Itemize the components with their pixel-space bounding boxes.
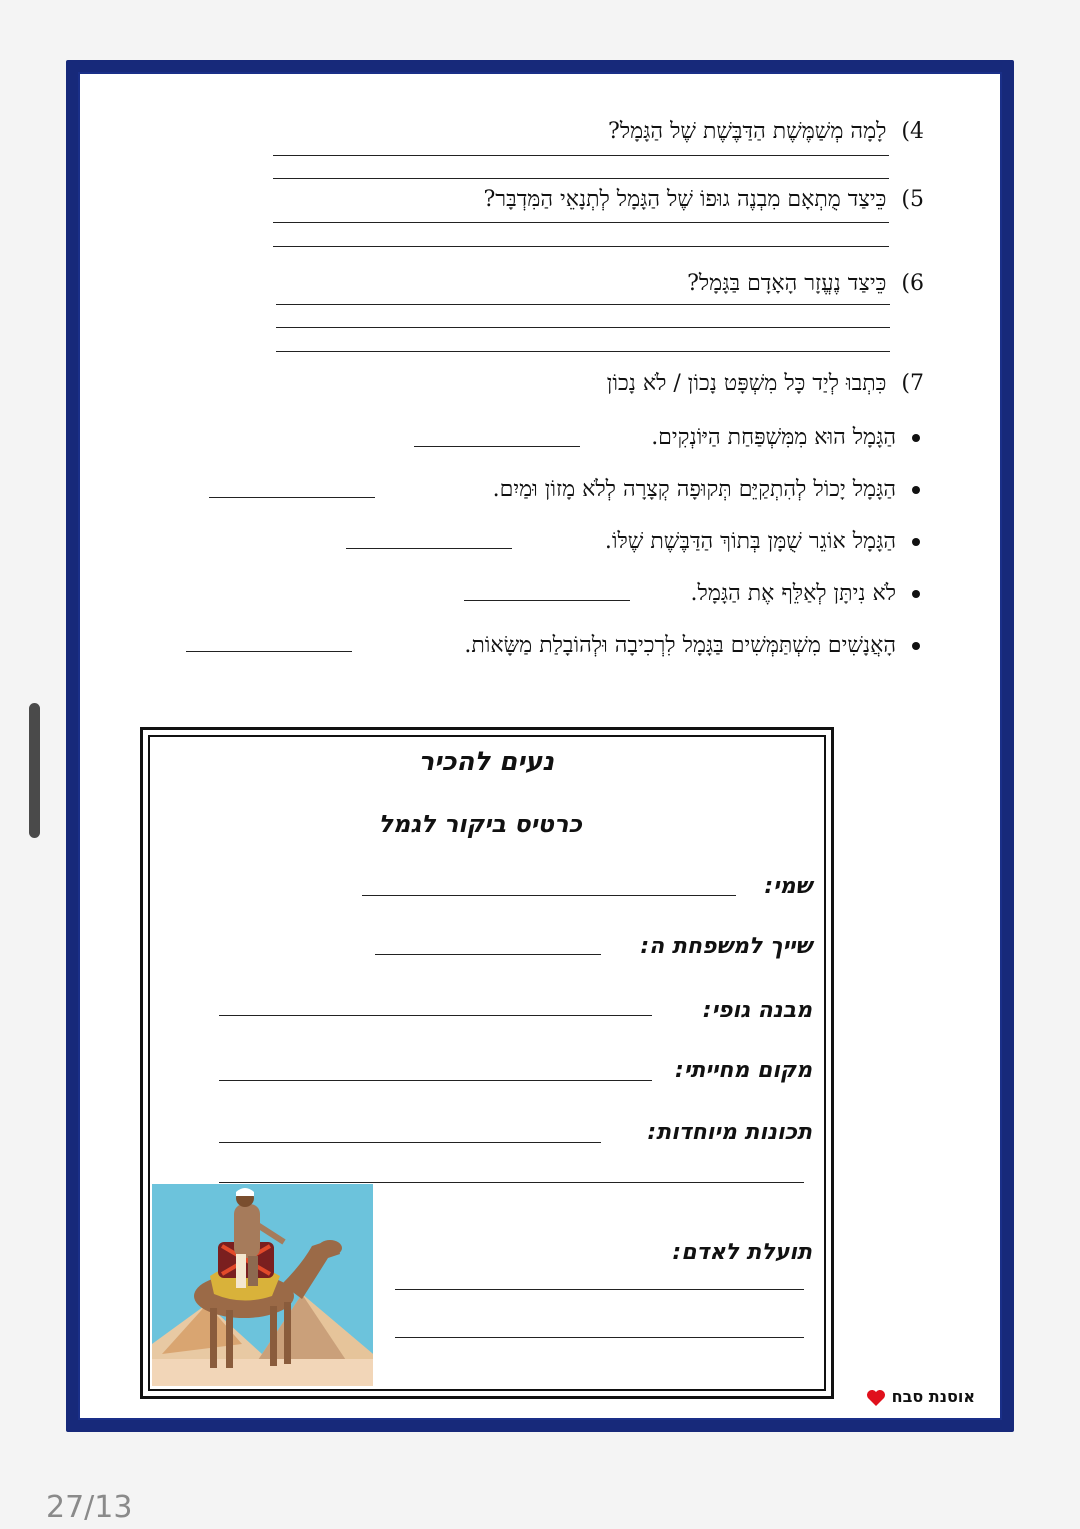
statement-text: הַגָּמָל יָכוֹל לְהִתְקַיֵּם תְּקוּפָה קְצָרָה לְלֹא מָזוֹן וּמַיִם. [492, 477, 896, 502]
true-false-blank[interactable] [209, 497, 375, 498]
field-family-line[interactable] [375, 954, 601, 955]
heart-icon [866, 1389, 886, 1407]
statement-item [691, 580, 920, 606]
camel-rider-illustration [152, 1184, 373, 1386]
answer-line[interactable] [273, 155, 889, 156]
question-7-number: 7) [901, 371, 924, 396]
question-5 [484, 186, 925, 212]
statement-item [651, 424, 920, 450]
statement-text: הַגָּמָל הוּא מִמִּשְׁפַּחַת הַיּוֹנְקִים. [651, 425, 896, 450]
bullet-icon [912, 538, 920, 546]
credit-text: אוסנת סבח [891, 1387, 975, 1406]
question-5-text: כֵּיצַד מֻתְאָם מִבְנֶה גוּפוֹ שֶׁל הַגָּמָל לְתְנָאֵי הַמִּדְבָּר? [483, 187, 887, 212]
true-false-blank[interactable] [186, 651, 352, 652]
statement-text: לֹא נִיתָּן לְאַלֵּף אֶת הַגָּמָל. [690, 581, 896, 606]
question-6 [687, 270, 924, 296]
question-6-text: כֵּיצַד נֶעֱזָר הָאָדָם בַּגָּמָל? [687, 271, 887, 296]
answer-line[interactable] [273, 246, 889, 247]
question-4-number: 4) [901, 119, 924, 144]
author-credit [866, 1387, 975, 1407]
true-false-blank[interactable] [346, 548, 512, 549]
field-body-label: מבנה גופי: [702, 998, 812, 1023]
question-7-text: כִּתְבוּ לְיַד כָּל מִשְׁפָּט נָכוֹן / לֹא נָכוֹן [606, 371, 887, 396]
question-7 [607, 370, 924, 396]
field-family-label: שייך למשפחת ה: [640, 934, 812, 959]
statement-item [605, 528, 920, 554]
field-name-line[interactable] [362, 895, 736, 896]
bullet-icon [912, 434, 920, 442]
field-body-line[interactable] [219, 1015, 652, 1016]
field-habitat-label: מקום מחייתי: [675, 1058, 812, 1083]
card-heading: נעים להכיר [418, 747, 554, 777]
statement-text: הָאֲנָשִׁים מִשְׁתַּמְּשִׁים בַּגָּמָל לִרְכִיבָה וּלְהוֹבָלַת מַשָּׂאוֹת. [464, 633, 896, 658]
question-4-text: לָמָה מְשַׁמֶּשֶׁת הַדַּבֶּשֶׁת שֶׁל הַגָּמָל? [608, 119, 887, 144]
answer-line[interactable] [276, 327, 890, 328]
field-traits-label: תכונות מיוחדות: [647, 1120, 812, 1145]
field-benefit-line[interactable] [395, 1337, 804, 1338]
scroll-handle[interactable] [29, 703, 40, 838]
field-traits-line[interactable] [219, 1142, 601, 1143]
answer-line[interactable] [273, 222, 889, 223]
true-false-blank[interactable] [414, 446, 580, 447]
field-traits-line[interactable] [219, 1182, 804, 1183]
bullet-icon [912, 642, 920, 650]
bullet-icon [912, 486, 920, 494]
answer-line[interactable] [276, 304, 890, 305]
page-indicator: 27/13 [46, 1490, 133, 1525]
question-6-number: 6) [901, 271, 924, 296]
statement-item [493, 476, 920, 502]
answer-line[interactable] [276, 351, 890, 352]
true-false-blank[interactable] [464, 600, 630, 601]
statement-text: הַגָּמָל אוֹגֵר שֻׁמָּן בְּתוֹךְ הַדַּבֶּשֶׁת שֶׁלּוֹ. [604, 529, 896, 554]
bullet-icon [912, 590, 920, 598]
card-subheading: כרטיס ביקור לגמל [378, 810, 582, 838]
field-name-label: שמי: [764, 874, 812, 899]
statement-item [464, 632, 920, 658]
field-benefit-label: תועלת לאדם: [672, 1240, 812, 1265]
question-5-number: 5) [901, 187, 924, 212]
field-benefit-line[interactable] [395, 1289, 804, 1290]
answer-line[interactable] [273, 178, 889, 179]
field-habitat-line[interactable] [219, 1080, 652, 1081]
question-4 [608, 118, 924, 144]
